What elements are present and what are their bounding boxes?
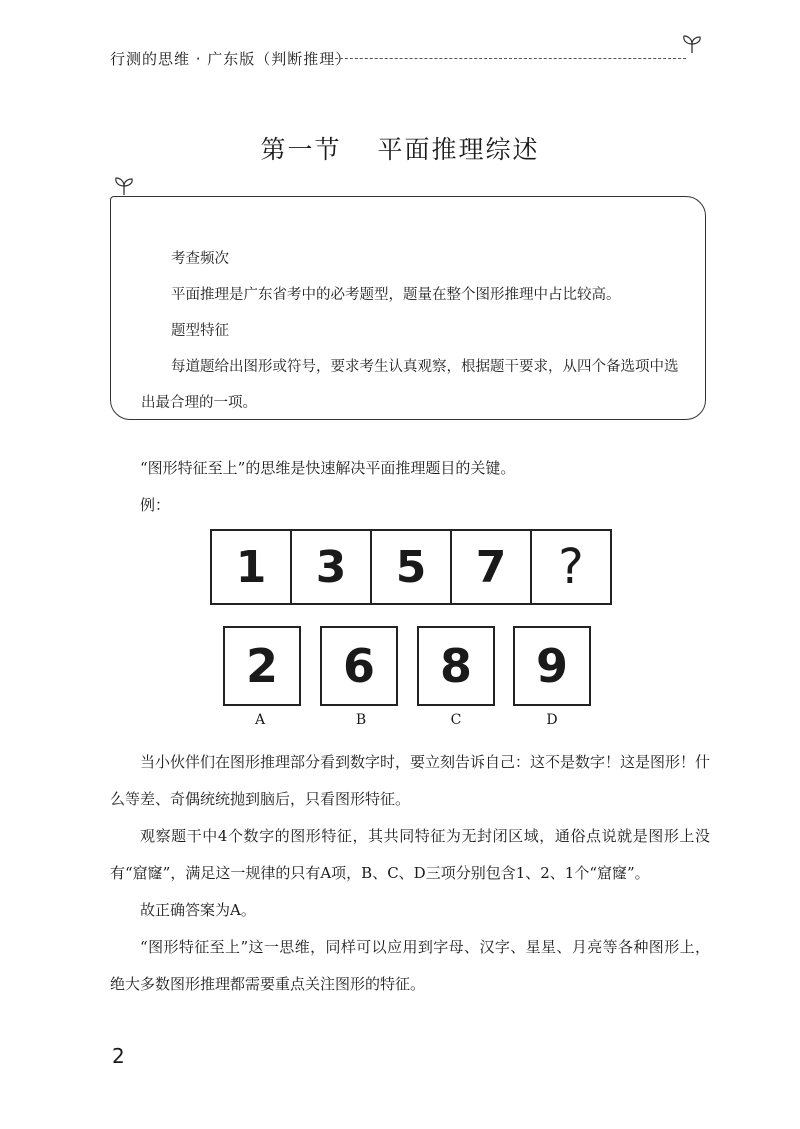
running-header: 行测的思维 · 广东版（判断推理） — [110, 50, 352, 68]
option-b-label: B — [355, 712, 367, 728]
explanation-paragraph: 观察题干中4个数字的图形特征，其共同特征为无封闭区域，通俗点说就是图形上没有“窟窿”，满足这一规律的只有A项，B、C、D三项分别包含1、2、1个“窟窿”。 — [110, 827, 710, 882]
sprout-icon — [112, 174, 136, 196]
example-label: 例： — [140, 496, 171, 514]
sequence-cell: 7 — [452, 531, 532, 603]
page-number: 2 — [112, 1044, 125, 1068]
explanation-block — [110, 744, 710, 1003]
info-box — [110, 196, 706, 420]
header-divider — [330, 58, 686, 59]
sequence-cell: 3 — [292, 531, 372, 603]
sprout-icon — [680, 32, 704, 54]
option-c-box: 8 — [417, 626, 495, 706]
explanation-paragraph: 当小伙伴们在图形推理部分看到数字时，要立刻告诉自己：这不是数字！这是图形！什么等差、奇偶统统抛到脑后，只看图形特征。 — [110, 753, 711, 808]
option-d-label: D — [546, 712, 558, 728]
answer-paragraph: 故正确答案为A。 — [140, 901, 256, 919]
option-b-box: 6 — [320, 626, 398, 706]
question-mark-cell: ? — [558, 539, 584, 595]
option-c-label: C — [450, 712, 462, 728]
feature-text: 每道题给出图形或符号，要求考生认真观察，根据题干要求，从四个备选项中选出最合理的一项。 — [141, 359, 679, 411]
intro-text: “图形特征至上”的思维是快速解决平面推理题目的关键。 — [140, 459, 516, 477]
option-a-label: A — [254, 712, 266, 728]
option-a-box: 2 — [223, 626, 301, 706]
section-title: 第一节 平面推理综述 — [260, 135, 540, 164]
frequency-heading: 考查频次 — [171, 251, 229, 267]
frequency-text: 平面推理是广东省考中的必考题型，题量在整个图形推理中占比较高。 — [171, 287, 621, 303]
option-d-box: 9 — [513, 626, 591, 706]
intro-block — [110, 450, 710, 524]
sequence-cell: 1 — [212, 531, 292, 603]
explanation-paragraph: “图形特征至上”这一思维，同样可以应用到字母、汉字、星星、月亮等各种图形上，绝大多数图形推理都需要重点关注图形的特征。 — [110, 938, 710, 993]
feature-heading: 题型特征 — [171, 323, 229, 339]
sequence-cell: 5 — [372, 531, 452, 603]
question-sequence — [210, 529, 612, 605]
